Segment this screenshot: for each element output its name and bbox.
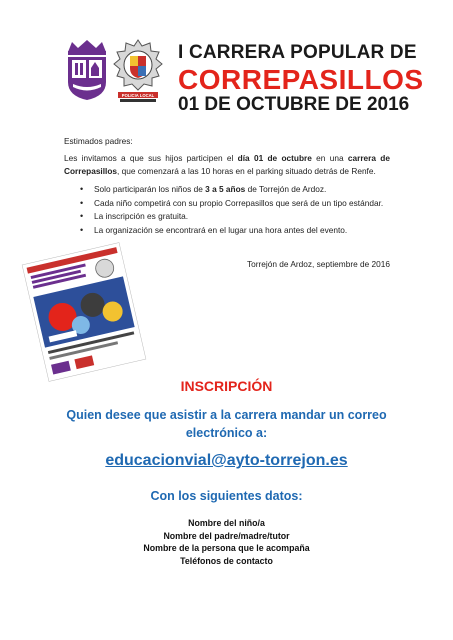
- inscription-title: INSCRIPCIÓN: [180, 378, 273, 394]
- inscription-instruction-2: electrónico a:: [185, 426, 268, 440]
- list-item: • Cada niño competirá con su propio Correpasillos que será de un tipo estándar.: [80, 197, 390, 211]
- torrejon-coat-of-arms-icon: [64, 38, 110, 102]
- conditions-list: [80, 183, 390, 237]
- para-date: día 01 de octubre: [237, 153, 312, 163]
- policia-local-badge-icon: [112, 38, 164, 108]
- contact-email-link[interactable]: educacionvial@ayto-torrejon.es: [105, 452, 348, 469]
- list-item: Nombre de la persona que le acompaña: [143, 543, 310, 554]
- para-text-2: en una: [311, 153, 348, 163]
- badge-label: POLICIA LOCAL: [121, 93, 155, 98]
- list-item: Nombre del padre/madre/tutor: [163, 530, 290, 541]
- required-data-title: Con los siguientes datos:: [150, 489, 303, 503]
- list-item: • La inscripción es gratuita.: [80, 210, 390, 224]
- required-fields-list: [0, 517, 453, 567]
- list-item: • Solo participarán los niños de 3 a 5 años de Torrejón de Ardoz.: [80, 183, 390, 197]
- signature-date: Torrejón de Ardoz, septiembre de 2016: [247, 259, 390, 269]
- title-line-3: 01 DE OCTUBRE DE 2016: [178, 94, 410, 115]
- para-text-3: , que comenzará a las 10 horas en el parking situado detrás de Renfe.: [117, 166, 376, 176]
- para-text-1: Les invitamos a que sus hijos participen el: [64, 153, 238, 163]
- invitation-paragraph: [64, 152, 390, 178]
- title-line-2: CORREPASILLOS: [178, 64, 424, 95]
- list-item: Teléfonos de contacto: [180, 555, 273, 566]
- list-item: Nombre del niño/a: [188, 518, 265, 528]
- greeting: Estimados padres:: [64, 136, 133, 146]
- event-poster-thumbnail: [22, 242, 146, 381]
- inscription-instruction-1: Quien desee que asistir a la carrera mandar un correo: [66, 408, 387, 422]
- title-line-1: I CARRERA POPULAR DE: [178, 42, 417, 63]
- list-item: • La organización se encontrará en el lugar una hora antes del evento.: [80, 224, 390, 238]
- para-event: carrera de Correpasillos: [64, 153, 390, 176]
